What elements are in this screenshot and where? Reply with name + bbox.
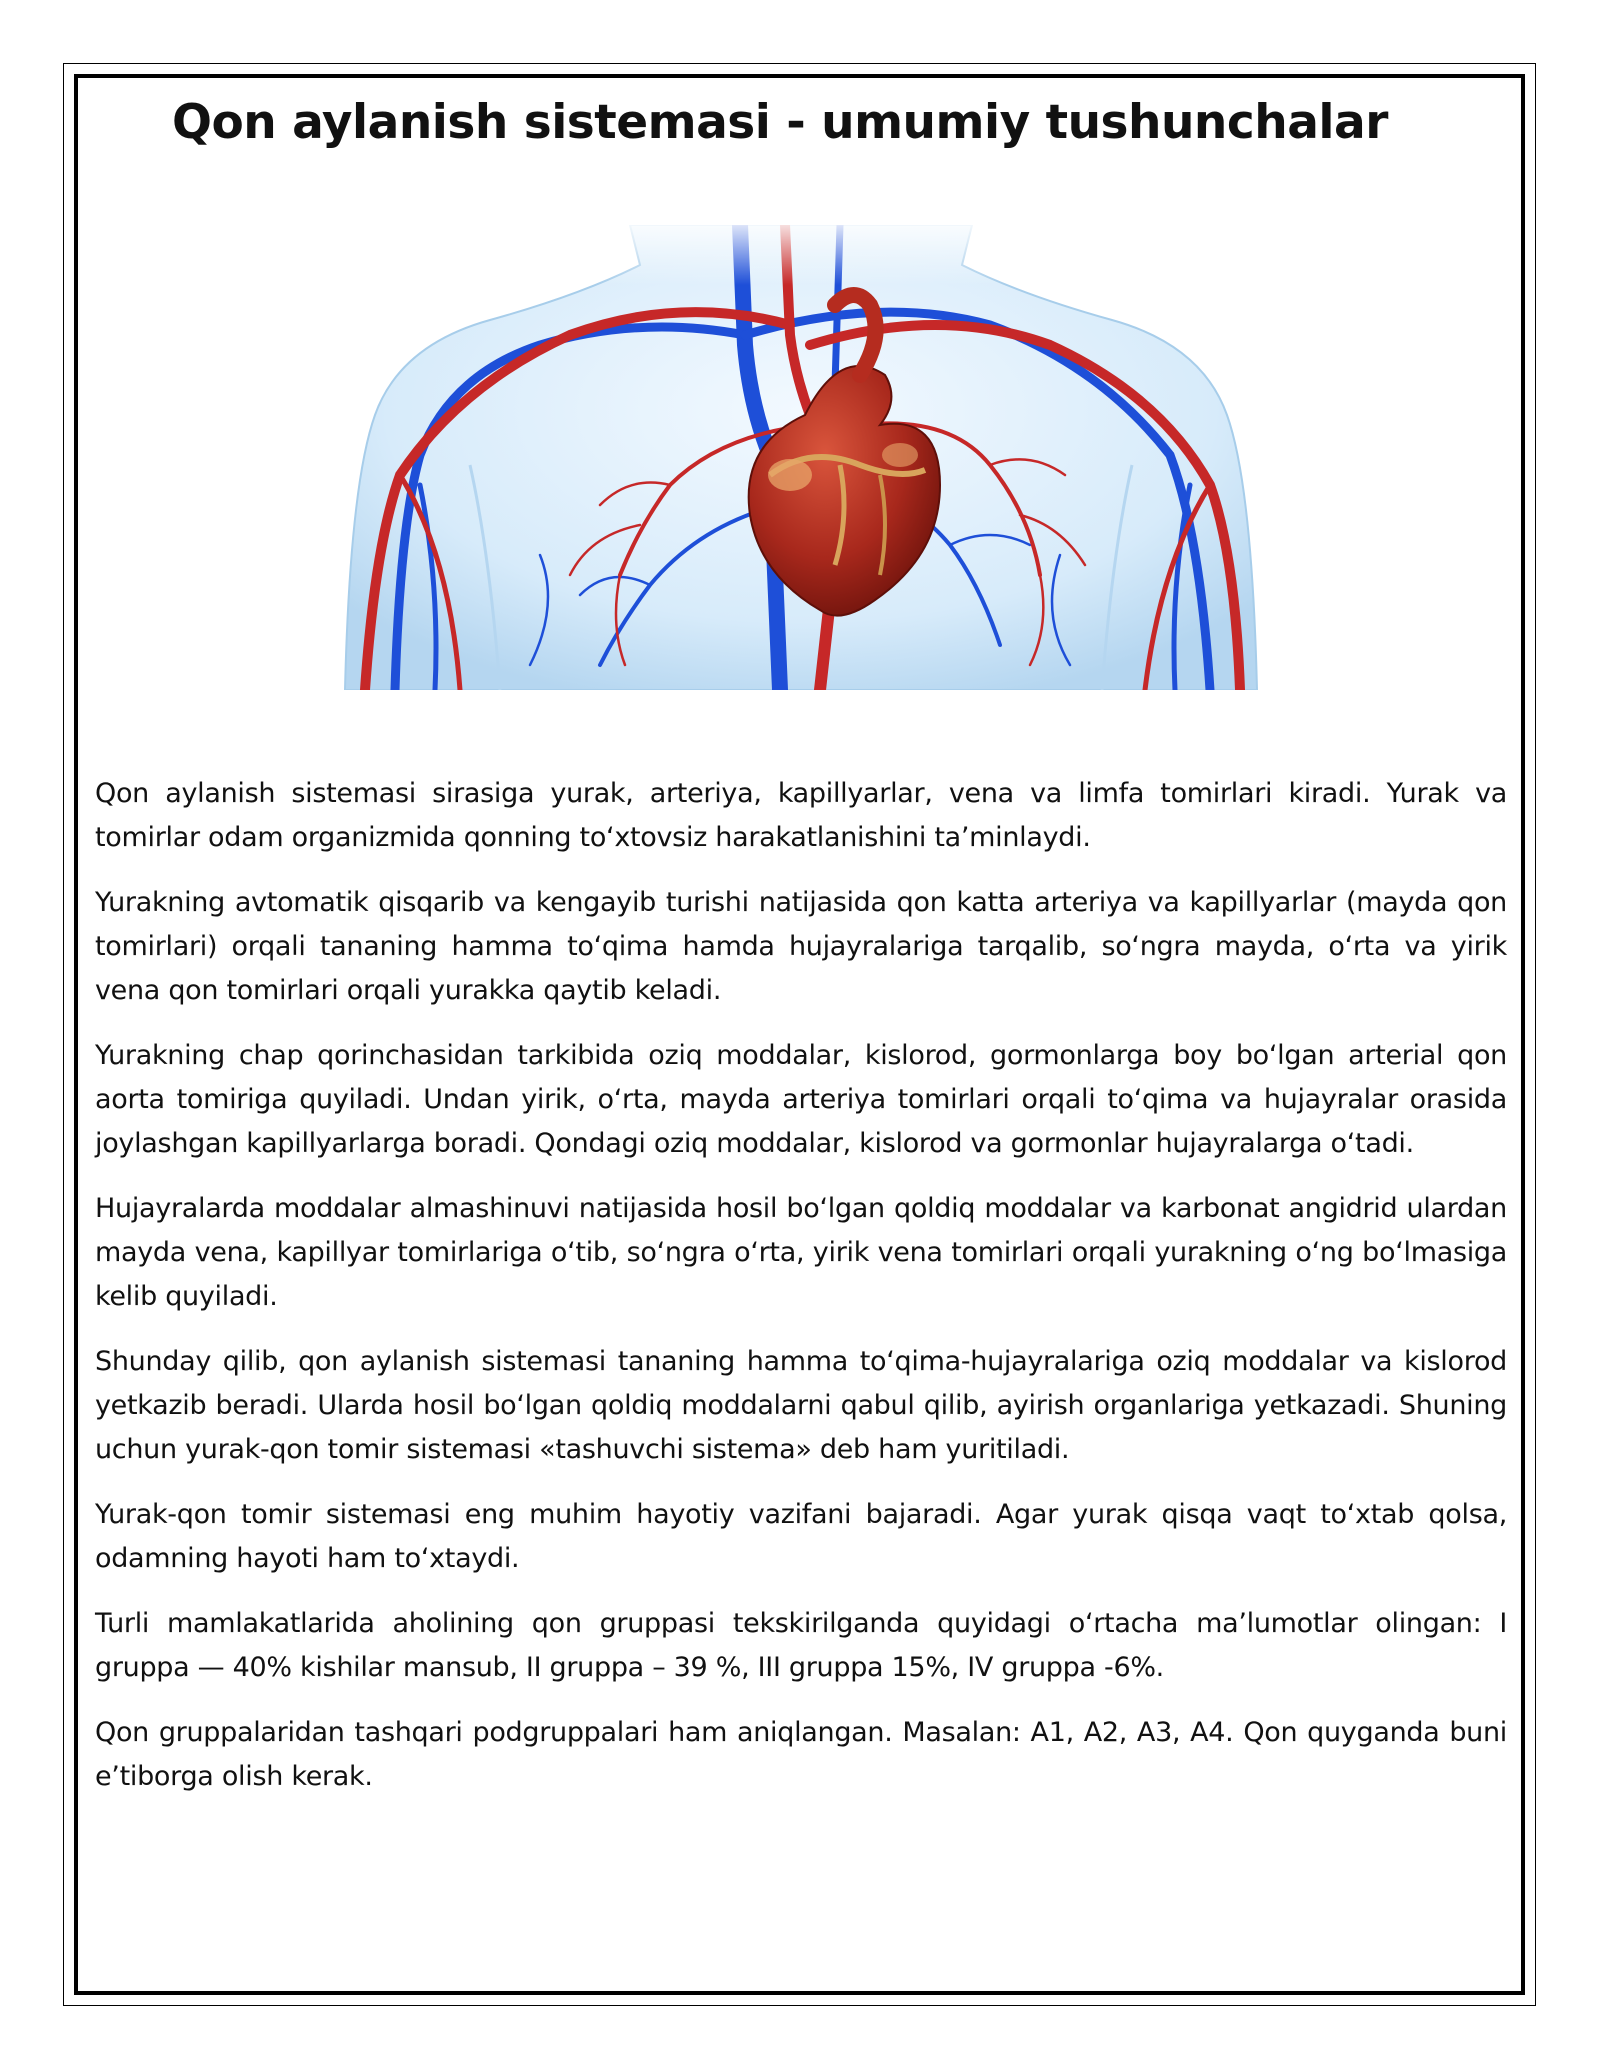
article-body — [95, 772, 1507, 1820]
paragraph-8: Qon gruppalaridan tashqari podgruppalari ham aniqlangan. Masalan: A1, A2, A3, A4. Qon quyganda buni e’tiborga olish kerak. — [95, 1717, 1507, 1792]
paragraph-6: Yurak-qon tomir sistemasi eng muhim hayotiy vazifani bajaradi. Agar yurak qisqa vaqt to‘xtab qolsa, odamning hayoti ham to‘xtaydi. — [95, 1499, 1507, 1574]
paragraph-7: Turli mamlakatlarida aholining qon gruppasi tekskirilganda quyidagi o‘rtacha ma’lumotlar olingan: I gruppa — 40% kishilar mansub, II gruppa – 39 %, III gruppa 15%, IV gruppa -6%. — [95, 1608, 1507, 1683]
circulatory-system-illustration — [340, 225, 1262, 690]
paragraph-1: Qon aylanish sistemasi sirasiga yurak, arteriya, kapillyarlar, vena va limfa tomirlari kiradi. Yurak va tomirlar odam organizmida qonning to‘xtovsiz harakatlanishini ta’minlaydi. — [95, 778, 1507, 853]
paragraph-3: Yurakning chap qorinchasidan tarkibida oziq moddalar, kislorod, gormonlarga boy bo‘lgan arterial qon aorta tomiriga quyiladi. Undan yirik, o‘rta, mayda arteriya tomirlari orqali to‘qima va hujayralar orasida joylashgan kapillyarlarga boradi. Qondagi oziq moddalar, kislorod va gormonlar hujayralarga o‘tadi. — [95, 1040, 1507, 1159]
paragraph-4: Hujayralarda moddalar almashinuvi natijasida hosil bo‘lgan qoldiq moddalar va karbonat angidrid ulardan mayda vena, kapillyar tomirlariga o‘tib, so‘ngra o‘rta, yirik vena tomirlari orqali yurakning o‘ng bo‘lmasiga kelib quyiladi. — [95, 1193, 1507, 1312]
paragraph-5: Shunday qilib, qon aylanish sistemasi tananing hamma to‘qima-hujayralariga oziq moddalar va kislorod yetkazib beradi. Ularda hosil bo‘lgan qoldiq moddalarni qabul qilib, ayirish organlariga yetkazadi. Shuning uchun yurak-qon tomir sistemasi «tashuvchi sistema» deb ham yuritiladi. — [95, 1346, 1507, 1465]
page-title: Qon aylanish sistemasi - umumiy tushunchalar — [172, 95, 1388, 150]
paragraph-2: Yurakning avtomatik qisqarib va kengayib turishi natijasida qon katta arteriya va kapillyarlar (mayda qon tomirlari) orqali tananing hamma to‘qima hamda hujayralariga tarqalib, so‘ngra mayda, o‘rta va yirik vena qon tomirlari orqali yurakka qaytib keladi. — [95, 887, 1507, 1006]
